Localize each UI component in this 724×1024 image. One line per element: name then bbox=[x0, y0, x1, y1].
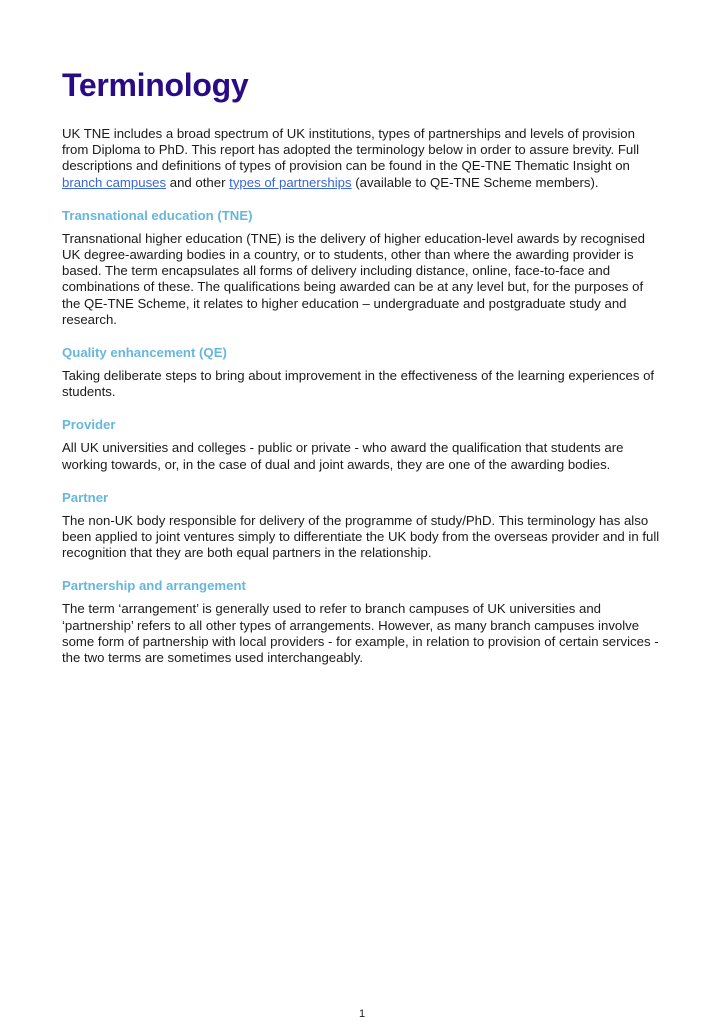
page-number: 1 bbox=[358, 1008, 366, 1020]
section-heading: Provider bbox=[62, 417, 116, 433]
section-partner bbox=[62, 489, 660, 562]
section-body: The non-UK body responsible for delivery of the programme of study/PhD. This terminology has also been applied to joint ventures simply to differentiate the UK body from the overseas provider and in full recognition that they are both equal partners in the relationship. bbox=[62, 512, 660, 561]
section-heading: Transnational education (TNE) bbox=[62, 207, 253, 223]
section-partnership-arrangement bbox=[62, 577, 660, 666]
branch-campuses-link[interactable]: branch campuses bbox=[62, 174, 167, 190]
section-body: The term ‘arrangement’ is generally used to refer to branch campuses of UK universities and ‘partnership’ refers to all other types of arrangements. However, as many branch campuses involve some form of partnership with local providers - for example, in relation to provision of certain services - the two terms are sometimes used interchangeably. bbox=[62, 601, 659, 666]
intro-text-2: and other bbox=[166, 174, 230, 190]
page-title: Terminology bbox=[62, 67, 249, 103]
section-quality-enhancement bbox=[62, 344, 660, 400]
section-tne bbox=[62, 207, 660, 328]
section-body: Taking deliberate steps to bring about improvement in the effectiveness of the learning experiences of students. bbox=[62, 368, 655, 400]
section-body: All UK universities and colleges - public or private - who award the qualification that students are working towards, or, in the case of dual and joint awards, they are one of the awarding bodies. bbox=[62, 440, 624, 472]
document-page bbox=[62, 62, 660, 666]
section-body: Transnational higher education (TNE) is the delivery of higher education-level awards by recognised UK degree-awarding bodies in a country, or to students, other than where the awarding provider is based. The term encapsulates all forms of delivery including distance, online, face-to-face and combinations of these. The qualifications being awarded can be at any level but, for the purposes of the QE-TNE Scheme, it relates to higher education – undergraduate and postgraduate study and research. bbox=[62, 230, 646, 327]
intro-text-3: (available to QE-TNE Scheme members). bbox=[351, 174, 599, 190]
section-heading: Partner bbox=[62, 489, 109, 505]
section-provider bbox=[62, 416, 660, 472]
section-heading: Quality enhancement (QE) bbox=[62, 345, 227, 361]
section-heading: Partnership and arrangement bbox=[62, 578, 246, 594]
intro-text-1: UK TNE includes a broad spectrum of UK institutions, types of partnerships and levels of provision from Diploma to PhD. This report has adopted the terminology below in order to assure brevity. Full descriptions and definitions of types of provision can be found in the QE-TNE Thematic Insight on bbox=[62, 126, 640, 174]
types-of-partnerships-link[interactable]: types of partnerships bbox=[229, 174, 352, 190]
intro-paragraph bbox=[62, 126, 660, 191]
